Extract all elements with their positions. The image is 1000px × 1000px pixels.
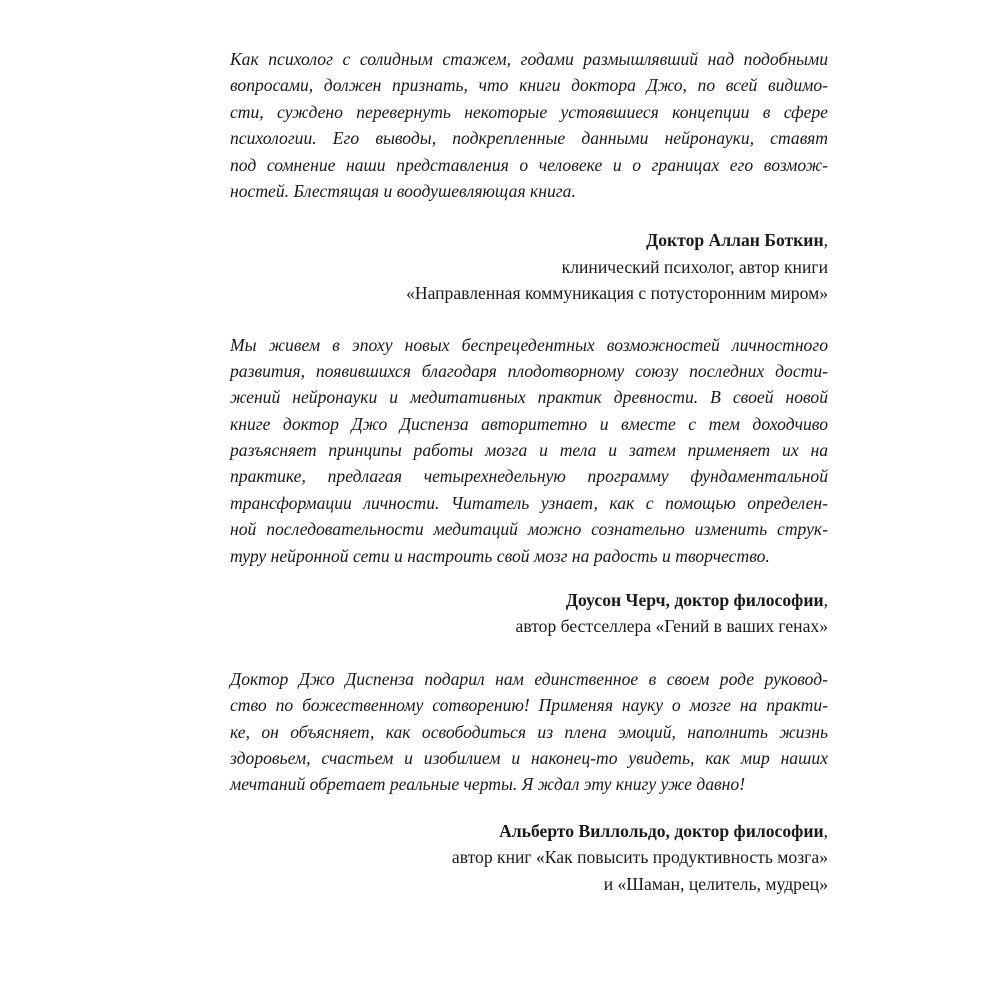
- quote-line: ностей. Блестящая и воодушевляющая книга.: [230, 180, 576, 201]
- author-name-suffix: ,: [823, 230, 828, 251]
- testimonial-signature-1: [230, 227, 828, 306]
- testimonial-quote-1: [230, 46, 828, 204]
- testimonial-quote-3: [230, 666, 828, 798]
- author-credit: и «Шаман, целитель, мудрец»: [603, 873, 828, 894]
- author-credit: «Направленная коммуникация с потусторонним миром»: [406, 283, 828, 304]
- quote-line: разъясняет принципы работы мозга и тела и затем применяет их на: [230, 440, 828, 461]
- quote-line: мечтаний обретает реальные черты. Я ждал эту книгу уже давно!: [230, 774, 746, 795]
- quote-line: ной последовательности медитаций можно сознательно изменить струк-: [230, 519, 828, 540]
- author-name: Доктор Аллан Боткин: [646, 230, 824, 251]
- testimonial-quote-2: [230, 332, 828, 570]
- author-name-suffix: ,: [823, 820, 828, 841]
- quote-line: Доктор Джо Диспенза подарил нам единственное в своем роде руковод-: [230, 668, 828, 689]
- author-name: Альберто Виллольдо, доктор философии: [499, 820, 824, 841]
- author-credit: автор книг «Как повысить продуктивность мозга»: [451, 847, 828, 868]
- quote-line: ке, он объясняет, как освободиться из плена эмоций, наполнить жизнь: [230, 721, 828, 742]
- author-line: [230, 587, 828, 613]
- quote-line: вопросами, должен признать, что книги доктора Джо, по всей видимо-: [230, 75, 828, 96]
- author-credit: клинический психолог, автор книги: [561, 256, 828, 277]
- testimonial-signature-2: [230, 587, 828, 640]
- quote-line: туру нейронной сети и настроить свой мозг на радость и творчество.: [230, 545, 770, 566]
- author-name-suffix: ,: [823, 590, 828, 611]
- quote-line: Как психолог с солидным стажем, годами размышлявший над подобными: [230, 49, 828, 69]
- author-credit: автор бестселлера «Гений в ваших генах»: [515, 616, 828, 637]
- author-name: Доусон Черч, доктор философии: [565, 590, 824, 611]
- quote-line: трансформации личности. Читатель узнает, как с помощью определен-: [230, 492, 828, 513]
- quote-line: здоровьем, счастьем и изобилием и наконец-то увидеть, как мир наших: [230, 747, 828, 768]
- quote-line: психологии. Его выводы, подкрепленные данными нейронауки, ставят: [230, 128, 828, 149]
- quote-line: сти, суждено перевернуть некоторые устоявшиеся концепции в сфере: [230, 101, 828, 122]
- author-line: [230, 818, 828, 844]
- author-line: [230, 227, 828, 253]
- quote-line: ство по божественному сотворению! Применяя науку о мозге на практи-: [230, 695, 828, 716]
- quote-line: развития, появившихся благодаря плодотворному союзу последних дости-: [230, 360, 828, 381]
- testimonial-signature-3: [230, 818, 828, 897]
- quote-line: Мы живем в эпоху новых беспрецедентных возможностей личностного: [230, 334, 828, 355]
- quote-line: под сомнение наши представления о человеке и о границах его возмож-: [230, 154, 828, 175]
- quote-line: книге доктор Джо Диспенза авторитетно и вместе с тем доходчиво: [230, 413, 828, 434]
- quote-line: практике, предлагая четырехнедельную программу фундаментальной: [230, 466, 828, 487]
- quote-line: жений нейронауки и медитативных практик древности. В своей новой: [230, 387, 828, 408]
- testimonials-column: [230, 46, 828, 897]
